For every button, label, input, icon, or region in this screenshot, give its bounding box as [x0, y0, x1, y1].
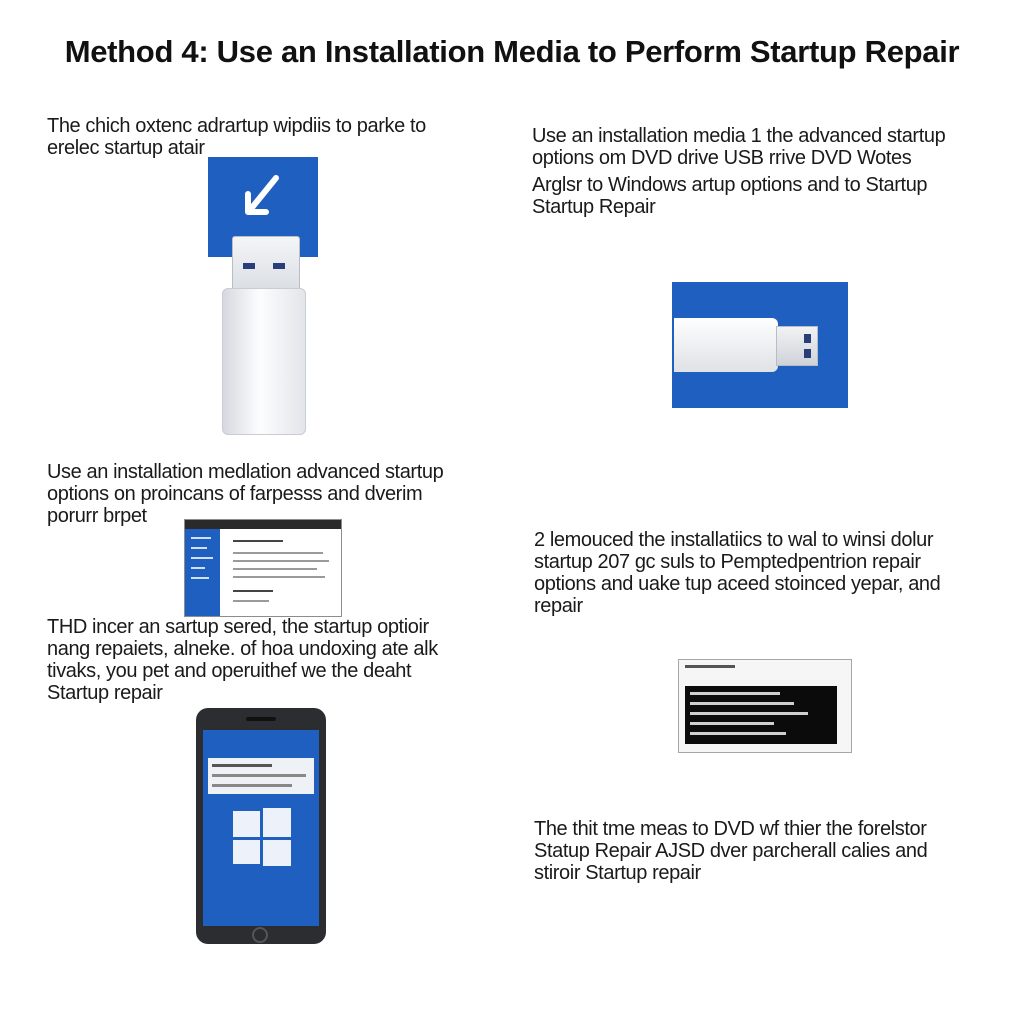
- text-line: Statup Repair AJSD dver parcherall calies and: [534, 840, 928, 862]
- settings-screenshot: [184, 519, 342, 617]
- step-text-bottom-right: [534, 818, 927, 884]
- text-line: options om DVD drive USB rrive DVD Wotes: [532, 147, 912, 169]
- usb-drive-body: [222, 288, 306, 435]
- download-arrow-icon: [236, 172, 286, 222]
- text-line: options and uake tup aceed stoinced yepar, and: [534, 573, 941, 595]
- text-line: erelec startup atair: [47, 137, 205, 159]
- text-line: The chich oxtenc adrartup wipdiis to parke to: [47, 115, 426, 137]
- text-line: Use an installation media 1 the advanced startup: [532, 125, 946, 147]
- step-text-mid-right: [534, 529, 940, 617]
- text-line: Use an installation medlation advanced startup: [47, 461, 444, 483]
- command-prompt-screenshot: [678, 659, 852, 753]
- usb-drive-icon: [674, 318, 778, 372]
- text-line: Startup repair: [47, 682, 163, 704]
- text-line: options on proincans of farpesss and dverim: [47, 483, 423, 505]
- text-line: porurr brpet: [47, 505, 147, 527]
- text-line: repair: [534, 595, 583, 617]
- text-line: 2 lemouced the installatiics to wal to winsi dolur: [534, 529, 934, 551]
- text-line: THD incer an sartup sered, the startup optioir: [47, 616, 429, 638]
- step-text-lower-left: [47, 616, 438, 704]
- step-text-top-left: [47, 115, 426, 159]
- text-line: tivaks, you pet and operuithef we the deaht: [47, 660, 412, 682]
- text-line: The thit tme meas to DVD wf thier the forelstor: [534, 818, 927, 840]
- text-line: Arglsr to Windows artup options and to Startup: [532, 174, 928, 196]
- usb-drive-icon: [232, 236, 300, 294]
- step-text-mid-left: [47, 461, 443, 527]
- text-line: stiroir Startup repair: [534, 862, 701, 884]
- text-line: nang repaiets, alneke. of hoa undoxing ate alk: [47, 638, 438, 660]
- text-line: Startup Repair: [532, 196, 656, 218]
- usb-connector: [776, 326, 818, 366]
- windows-logo-icon: [233, 808, 291, 866]
- phone-device: [196, 708, 326, 944]
- page-title: Method 4: Use an Installation Media to Perform Startup Repair: [64, 34, 960, 69]
- step-text-top-right: [532, 125, 945, 218]
- text-line: startup 207 gc suls to Pemptedpentrion repair: [534, 551, 921, 573]
